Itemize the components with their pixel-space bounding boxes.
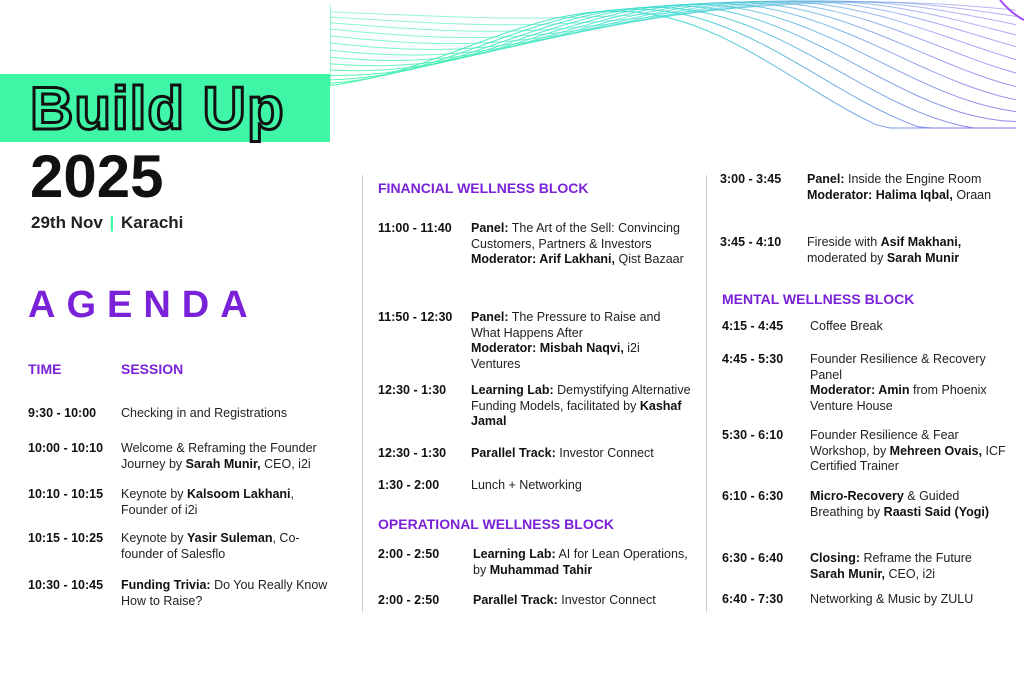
session-highlight: Learning Lab: — [473, 547, 556, 561]
session-highlight: Panel: — [471, 310, 509, 324]
session-highlight: Moderator: Misbah Naqvi, — [471, 341, 624, 355]
session-time: 10:30 - 10:45 — [28, 578, 104, 592]
session-highlight: Micro-Recovery — [810, 489, 904, 503]
session-text: i2i Ventures — [471, 341, 640, 371]
session-description — [471, 221, 691, 268]
session-time: 9:30 - 10:00 — [28, 406, 97, 420]
session-text: CEO, i2i — [260, 456, 311, 471]
decorative-waves — [330, 0, 1024, 130]
session-highlight: Raasti Said (Yogi) — [883, 504, 990, 519]
session-description — [471, 478, 691, 494]
session-description — [121, 531, 333, 562]
session-text: Checking in and Registrations — [121, 406, 288, 420]
wave-line — [330, 4, 1016, 111]
session-text: , Co-founder of Salesflo — [121, 531, 300, 561]
column-divider — [706, 175, 707, 612]
event-year: 2025 — [30, 143, 164, 210]
session-text: ICF Certified Trainer — [810, 443, 1006, 473]
session-time: 1:30 - 2:00 — [378, 478, 440, 492]
session-time: 11:00 - 11:40 — [378, 221, 452, 235]
session-text: The Pressure to Raise and What Happens After — [471, 310, 661, 340]
session-text: Do You Really Know How to Raise? — [121, 578, 328, 608]
session-text: moderated by — [807, 250, 887, 265]
session-highlight: Learning Lab: — [471, 383, 554, 397]
event-date-location — [31, 213, 183, 233]
session-header: SESSION — [121, 361, 184, 377]
session-description — [810, 551, 1006, 582]
session-text: & Guided Breathing by — [810, 489, 960, 519]
session-highlight: Kashaf Jamal — [471, 398, 682, 428]
session-highlight: Panel: — [807, 172, 845, 186]
time-header: TIME — [28, 361, 62, 377]
session-text: Fireside with — [807, 235, 881, 249]
session-highlight: Mehreen Ovais, — [889, 443, 983, 458]
session-description — [473, 547, 698, 578]
session-text: CEO, i2i — [885, 566, 936, 581]
session-text: Oraan — [952, 187, 992, 202]
session-time: 12:30 - 1:30 — [378, 383, 447, 397]
session-highlight: Sarah Munir, — [185, 456, 261, 471]
session-text: Coffee Break — [810, 319, 883, 333]
session-text: Inside the Engine Room — [844, 172, 982, 186]
session-time: 11:50 - 12:30 — [378, 310, 453, 324]
separator: | — [109, 213, 115, 232]
session-highlight: Moderator: Arif Lakhani, — [471, 252, 615, 266]
session-text: Investor Connect — [557, 593, 656, 607]
session-description — [471, 310, 691, 372]
session-text: Qist Bazaar — [615, 252, 684, 266]
session-text: Welcome & Reframing the Founder Journey by — [121, 441, 317, 471]
session-highlight: Kalsoom Lakhani — [187, 487, 291, 501]
session-text: Founder Resilience & Fear Workshop, by — [810, 428, 959, 458]
session-highlight: Yasir Suleman — [187, 531, 273, 545]
session-highlight: Asif Makhani, — [880, 235, 962, 249]
session-time: 2:00 - 2:50 — [378, 547, 440, 561]
session-time: 10:10 - 10:15 — [28, 487, 104, 501]
session-highlight: Closing: — [810, 551, 860, 565]
block-title-financial: FINANCIAL WELLNESS BLOCK — [378, 180, 589, 196]
session-highlight: Parallel Track: — [471, 446, 556, 460]
session-time: 4:45 - 5:30 — [722, 352, 784, 366]
session-highlight: Panel: — [471, 221, 509, 235]
session-description — [807, 235, 1017, 266]
session-text: Keynote by — [121, 531, 188, 545]
session-text: Demystifying Alternative Funding Models, facilitated by — [471, 383, 691, 413]
event-date: 29th Nov — [31, 213, 103, 232]
session-description — [473, 593, 698, 609]
event-title: Build Up — [30, 75, 285, 142]
session-description — [121, 487, 333, 518]
block-title-operational: OPERATIONAL WELLNESS BLOCK — [378, 516, 614, 532]
session-highlight: Parallel Track: — [473, 593, 558, 607]
wave-line — [330, 11, 1016, 128]
session-time: 6:40 - 7:30 — [722, 592, 784, 606]
session-time: 3:45 - 4:10 — [720, 235, 782, 249]
session-text: Founder Resilience & Recovery Panel — [810, 352, 986, 382]
session-time: 3:00 - 3:45 — [720, 172, 782, 186]
session-text: , Founder of i2i — [121, 487, 294, 517]
column-divider — [362, 175, 363, 612]
session-time: 2:00 - 2:50 — [378, 593, 440, 607]
session-description — [810, 489, 1006, 520]
session-highlight: Sarah Munir, — [810, 566, 886, 581]
session-text: Investor Connect — [555, 446, 654, 460]
session-highlight: Funding Trivia: — [121, 578, 211, 592]
session-description — [810, 319, 1006, 335]
corner-accent — [998, 0, 1024, 30]
session-time: 6:30 - 6:40 — [722, 551, 784, 565]
session-highlight: Sarah Munir — [886, 250, 960, 265]
session-time: 4:15 - 4:45 — [722, 319, 784, 333]
session-text: Keynote by — [121, 487, 188, 501]
session-text: AI for Lean Operations, by — [473, 547, 688, 577]
session-description — [471, 383, 691, 430]
session-description — [121, 578, 333, 609]
session-time: 5:30 - 6:10 — [722, 428, 784, 442]
session-description — [121, 441, 333, 472]
session-highlight: Muhammad Tahir — [489, 562, 593, 577]
session-text: Networking & Music by ZULU — [810, 592, 974, 606]
session-text: The Art of the Sell: Convincing Customers, Partners & Investors — [471, 221, 680, 251]
session-description — [810, 592, 1006, 608]
session-text: from Phoenix Venture House — [810, 383, 987, 413]
session-time: 10:15 - 10:25 — [28, 531, 104, 545]
session-time: 6:10 - 6:30 — [722, 489, 784, 503]
session-description — [810, 428, 1006, 475]
session-time: 10:00 - 10:10 — [28, 441, 104, 455]
session-highlight: Moderator: Amin — [810, 383, 910, 397]
session-text: Reframe the Future — [860, 551, 972, 565]
agenda-heading: AGENDA — [28, 284, 259, 326]
block-title-mental: MENTAL WELLNESS BLOCK — [722, 291, 915, 307]
session-text: Lunch + Networking — [471, 478, 582, 492]
session-time: 12:30 - 1:30 — [378, 446, 447, 460]
wave-line — [330, 9, 1016, 128]
session-highlight: Moderator: Halima Iqbal, — [807, 187, 953, 202]
session-description — [471, 446, 691, 462]
session-description — [807, 172, 1017, 203]
session-description — [121, 406, 333, 422]
session-description — [810, 352, 1006, 414]
event-city: Karachi — [121, 213, 184, 232]
